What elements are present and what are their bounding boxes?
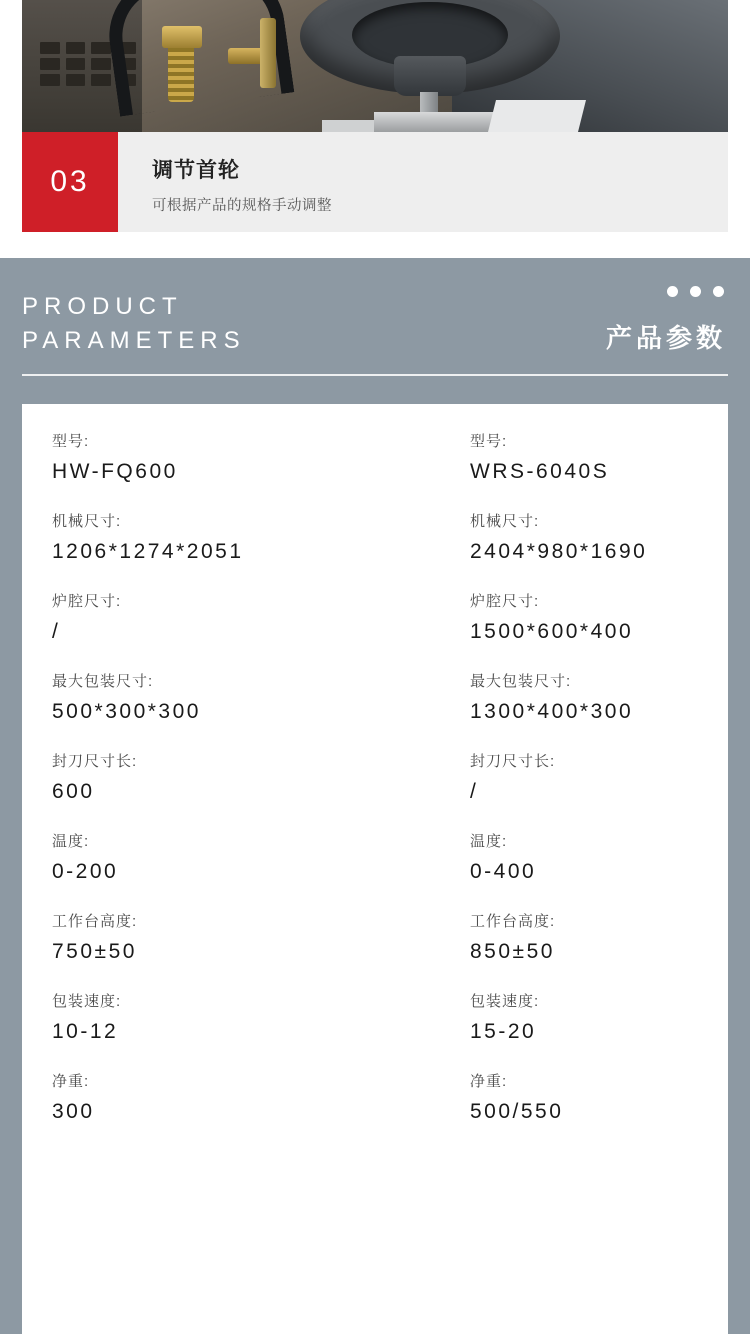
param-label: 封刀尺寸长: — [470, 753, 556, 770]
parameters-heading-cn: 产品参数 — [605, 323, 726, 353]
param-field — [52, 430, 442, 484]
param-label: 炉腔尺寸: — [52, 593, 122, 610]
param-label: 机械尺寸: — [470, 513, 540, 530]
machine-photo — [22, 0, 728, 132]
header-divider — [22, 374, 728, 376]
param-label: 温度: — [52, 833, 90, 850]
parameters-column-2 — [442, 430, 728, 1150]
param-value: 10-12 — [52, 1020, 119, 1043]
param-label: 型号: — [52, 433, 90, 450]
param-value: 0-400 — [470, 860, 537, 883]
param-value: 1500*600*400 — [470, 620, 634, 643]
param-field — [470, 590, 728, 644]
param-value: 850±50 — [470, 940, 555, 963]
parameters-heading-en-line2: PARAMETERS — [22, 327, 246, 354]
caption-bar — [22, 132, 728, 232]
caption-text — [152, 154, 692, 215]
param-label: 净重: — [52, 1073, 90, 1090]
parameters-heading-en-line1: PRODUCT — [22, 293, 183, 320]
param-value: 2404*980*1690 — [470, 540, 648, 563]
param-label: 型号: — [470, 433, 508, 450]
param-field — [470, 670, 728, 724]
param-field — [52, 990, 442, 1044]
param-value: 750±50 — [52, 940, 137, 963]
param-field — [470, 910, 728, 964]
param-label: 包装速度: — [470, 993, 540, 1010]
param-field — [470, 1070, 728, 1124]
photo-brass-fitting — [162, 26, 202, 48]
param-value: HW-FQ600 — [52, 460, 178, 483]
param-value: 500/550 — [470, 1100, 564, 1123]
photo-white-part — [488, 100, 586, 132]
param-field — [52, 830, 442, 884]
param-label: 机械尺寸: — [52, 513, 122, 530]
param-value: / — [470, 780, 479, 803]
product-parameters-section — [0, 258, 750, 1334]
photo-section — [0, 0, 750, 232]
param-label: 最大包装尺寸: — [470, 673, 572, 690]
caption-subtitle: 可根据产品的规格手动调整 — [152, 198, 332, 214]
param-field — [52, 670, 442, 724]
caption-number-badge: 03 — [22, 132, 118, 232]
param-label: 工作台高度: — [470, 913, 556, 930]
photo-base-plate — [374, 112, 494, 132]
param-field — [52, 750, 442, 804]
param-field — [470, 990, 728, 1044]
param-value: 300 — [52, 1100, 95, 1123]
param-field — [52, 1070, 442, 1124]
caption-title: 调节首轮 — [152, 159, 240, 182]
parameters-card — [22, 404, 728, 1334]
parameters-column-1 — [22, 430, 442, 1150]
param-value: 15-20 — [470, 1020, 537, 1043]
param-value: WRS-6040S — [470, 460, 610, 483]
param-value: 1206*1274*2051 — [52, 540, 244, 563]
param-value: 500*300*300 — [52, 700, 201, 723]
photo-handwheel-hub — [394, 56, 466, 96]
param-field — [470, 430, 728, 484]
param-label: 封刀尺寸长: — [52, 753, 138, 770]
param-value: 600 — [52, 780, 95, 803]
param-label: 炉腔尺寸: — [470, 593, 540, 610]
param-field — [52, 910, 442, 964]
param-label: 工作台高度: — [52, 913, 138, 930]
param-label: 包装速度: — [52, 993, 122, 1010]
param-field — [52, 590, 442, 644]
param-value: / — [52, 620, 61, 643]
param-value: 0-200 — [52, 860, 119, 883]
parameters-header — [0, 258, 750, 378]
param-field — [52, 510, 442, 564]
decorative-dots-icon — [667, 286, 724, 297]
param-field — [470, 750, 728, 804]
param-value: 1300*400*300 — [470, 700, 634, 723]
param-label: 净重: — [470, 1073, 508, 1090]
param-label: 温度: — [470, 833, 508, 850]
parameters-grid — [22, 404, 728, 1150]
param-field — [470, 510, 728, 564]
parameters-heading-en — [22, 290, 246, 358]
param-field — [470, 830, 728, 884]
param-label: 最大包装尺寸: — [52, 673, 154, 690]
photo-brass-rod-vertical — [260, 18, 276, 88]
